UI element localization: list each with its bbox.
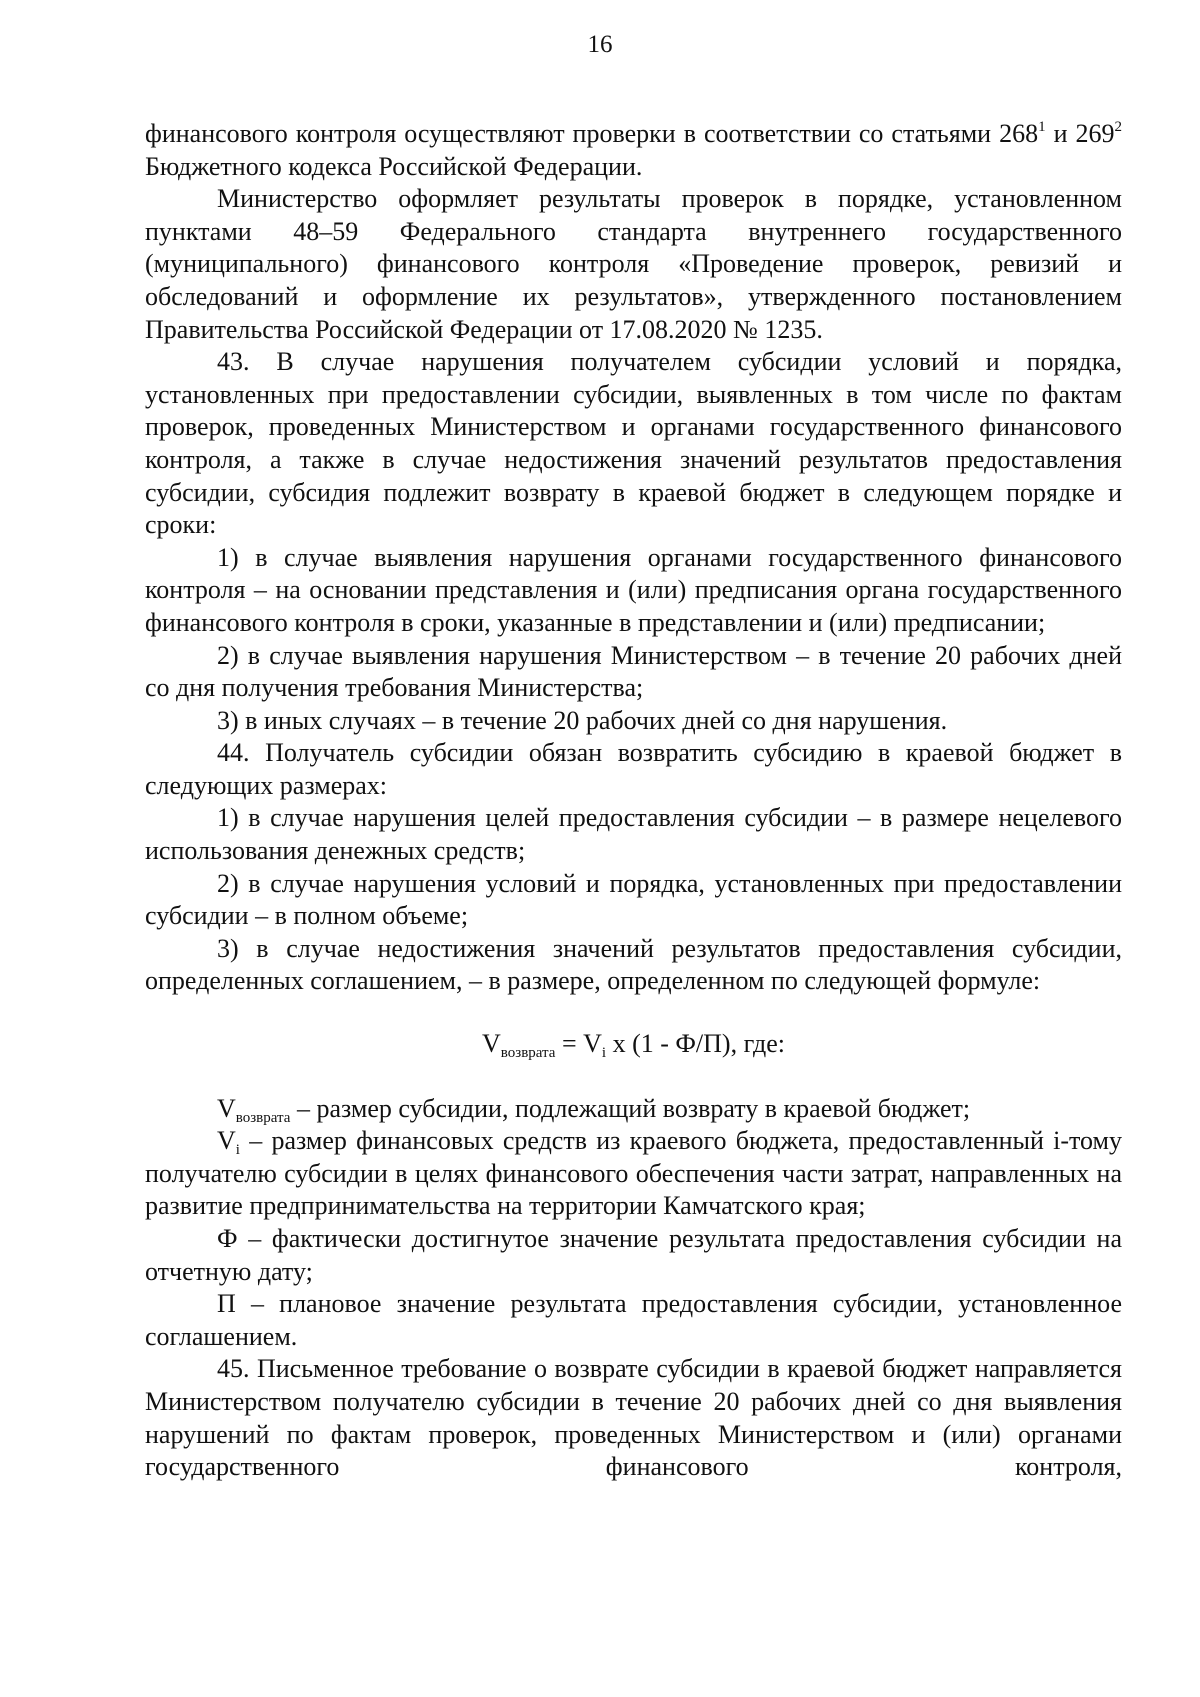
formula-rest: х (1 - Ф/П), где:: [606, 1029, 785, 1059]
paragraph-43-item-3: 3) в иных случаях – в течение 20 рабочих дней со дня нарушения.: [217, 705, 948, 735]
formula-v: V: [482, 1029, 501, 1059]
definition-p: П – плановое значение результата предоставления субсидии, установленное соглашением.: [145, 1289, 1122, 1351]
document-body: [145, 118, 1122, 1484]
paragraph-43-item-1: 1) в случае выявления нарушения органами государственного финансового контроля – на основании представления и (или) предписания органа государственного финансового контроля в сроки, указанные в представлении и (или) предписании;: [145, 542, 1122, 637]
paragraph-44: 44. Получатель субсидии обязан возвратить субсидию в краевой бюджет в следующих размерах:: [145, 738, 1122, 800]
paragraph-45: 45. Письменное требование о возврате субсидии в краевой бюджет направляется Министерством получателю субсидии в течение 20 рабочих дней со дня выявления нарушений по фактам проверок, проведенных Министерством и (или) органами государственного финансового контроля,: [145, 1354, 1122, 1482]
definition-symbol: V: [217, 1126, 236, 1156]
refund-formula: [145, 1028, 1122, 1061]
paragraph-43-item-2: 2) в случае выявления нарушения Министерством – в течение 20 рабочих дней со дня получения требования Министерства;: [145, 640, 1122, 703]
paragraph-44-item-2: 2) в случае нарушения условий и порядка, установленных при предоставлении субсидии – в полном объеме;: [145, 868, 1122, 931]
definition-text: – размер финансовых средств из краевого бюджета, предоставленный i-тому получателю субсидии в целях финансового обеспечения части затрат, направленных на развитие предпринимательства на территории Камчатского края;: [145, 1126, 1122, 1221]
definition-subscript: возврата: [235, 1109, 291, 1126]
paragraph-continuation: [145, 118, 1122, 183]
definition-f: Ф – фактически достигнутое значение результата предоставления субсидии на отчетную дату;: [145, 1224, 1122, 1286]
definition-text: – размер субсидии, подлежащий возврату в краевой бюджет;: [290, 1093, 971, 1123]
definition-v-i: [145, 1125, 1122, 1223]
formula-subscript-i: i: [601, 1045, 607, 1062]
paragraph-44-item-1: 1) в случае нарушения целей предоставления субсидии – в размере нецелевого использования денежных средств;: [145, 803, 1122, 866]
paragraph-44-item-3: 3) в случае недостижения значений результатов предоставления субсидии, определенных соглашением, – в размере, определенном по следующей формуле:: [145, 933, 1122, 996]
definition-subscript: i: [235, 1142, 240, 1159]
paragraph-text: финансового контроля осуществляют проверки в соответствии со статьями 268: [145, 119, 1039, 148]
formula-eq: = V: [555, 1029, 602, 1059]
formula-subscript: возврата: [500, 1045, 556, 1062]
superscript: 1: [1038, 119, 1046, 135]
page-number: 16: [587, 31, 613, 58]
paragraph-text: и 269: [1045, 119, 1115, 148]
paragraph-text: Бюджетного кодекса Российской Федерации.: [145, 151, 643, 181]
definition-symbol: V: [217, 1093, 236, 1123]
superscript: 2: [1114, 119, 1123, 135]
definition-v-refund: [145, 1093, 1122, 1126]
paragraph-ministry-results: Министерство оформляет результаты проверок в порядке, установленном пунктами 48–59 Федерального стандарта внутреннего государственного (муниципального) финансового контроля «Проведение проверок, ревизий и обследований и оформление их результатов», утвержденного постановлением Правительства Российской Федерации от 17.08.2020 № 1235.: [145, 184, 1122, 344]
paragraph-43: 43. В случае нарушения получателем субсидии условий и порядка, установленных при предоставлении субсидии, выявленных в том числе по фактам проверок, проведенных Министерством и органами государственного финансового контроля, а также в случае недостижения значений результатов предоставления субсидии, субсидия подлежит возврату в краевой бюджет в следующем порядке и сроки:: [145, 347, 1122, 540]
